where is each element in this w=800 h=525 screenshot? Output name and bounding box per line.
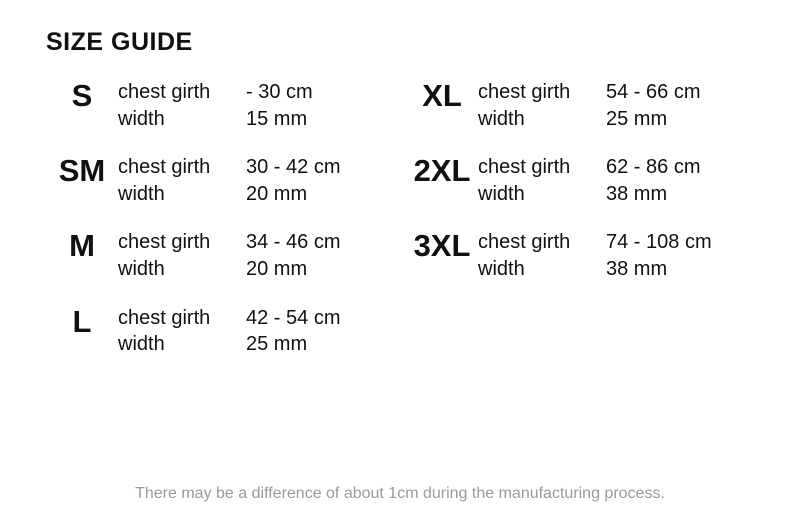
measurement-row: [478, 256, 772, 283]
measurement-row: [118, 331, 400, 358]
measurement-value: 34 - 46 cm: [246, 231, 341, 254]
measurement-row: [118, 106, 400, 133]
size-label: L: [72, 303, 92, 339]
measurement-value: 38 mm: [606, 182, 668, 205]
size-label: 2XL: [413, 153, 471, 189]
measurement-label: chest girth: [118, 306, 211, 329]
measurement-row: [478, 229, 772, 256]
measurement-value: 15 mm: [246, 107, 308, 130]
size-measurements: [478, 154, 772, 207]
measurement-value: - 30 cm: [246, 81, 313, 103]
size-columns: [28, 79, 772, 380]
measurement-row: [478, 154, 772, 181]
measurement-label: width: [478, 182, 525, 205]
size-measurements: [478, 229, 772, 282]
size-block: [46, 154, 400, 207]
measurement-label: chest girth: [118, 231, 211, 254]
measurement-label: width: [118, 257, 165, 280]
size-block: [46, 305, 400, 358]
size-block: [406, 154, 772, 207]
size-label: 3XL: [413, 228, 471, 264]
measurement-value: 20 mm: [246, 182, 308, 205]
size-label: S: [71, 78, 93, 113]
size-column-right: [400, 79, 772, 380]
size-measurements: [478, 79, 772, 132]
measurement-value: 54 - 66 cm: [606, 81, 701, 103]
size-column-left: [28, 79, 400, 380]
measurement-value: 25 mm: [246, 333, 308, 356]
measurement-row: [478, 106, 772, 133]
measurement-value: 38 mm: [606, 257, 668, 280]
size-measurements: [118, 154, 400, 207]
size-label: M: [69, 228, 95, 264]
measurement-label: width: [478, 257, 525, 280]
size-block: [406, 229, 772, 282]
measurement-value: 42 - 54 cm: [246, 306, 341, 329]
measurement-label: chest girth: [118, 156, 211, 179]
measurement-row: [118, 305, 400, 332]
measurement-label: chest girth: [478, 81, 571, 103]
measurement-row: [118, 181, 400, 208]
size-block: [406, 79, 772, 132]
size-block: [46, 79, 400, 132]
page-title: SIZE GUIDE: [46, 28, 193, 56]
measurement-value: 30 - 42 cm: [246, 156, 341, 179]
measurement-label: width: [118, 182, 165, 205]
measurement-value: 20 mm: [246, 257, 308, 280]
footnote: There may be a difference of about 1cm during the manufacturing process.: [135, 485, 665, 502]
measurement-value: 62 - 86 cm: [606, 156, 701, 179]
measurement-row: [118, 256, 400, 283]
measurement-value: 25 mm: [606, 107, 668, 130]
measurement-row: [478, 181, 772, 208]
measurement-label: width: [478, 107, 525, 130]
measurement-row: [118, 79, 400, 106]
measurement-label: chest girth: [478, 231, 571, 254]
measurement-row: [478, 79, 772, 106]
size-measurements: [118, 229, 400, 282]
size-block: [46, 229, 400, 282]
size-label: XL: [422, 78, 462, 113]
measurement-label: chest girth: [478, 156, 571, 179]
size-label: SM: [58, 153, 106, 189]
measurement-label: chest girth: [118, 81, 211, 103]
measurement-row: [118, 229, 400, 256]
size-measurements: [118, 305, 400, 358]
measurement-row: [118, 154, 400, 181]
measurement-label: width: [118, 333, 165, 356]
measurement-label: width: [118, 107, 165, 130]
size-measurements: [118, 79, 400, 132]
measurement-value: 74 - 108 cm: [606, 231, 712, 254]
